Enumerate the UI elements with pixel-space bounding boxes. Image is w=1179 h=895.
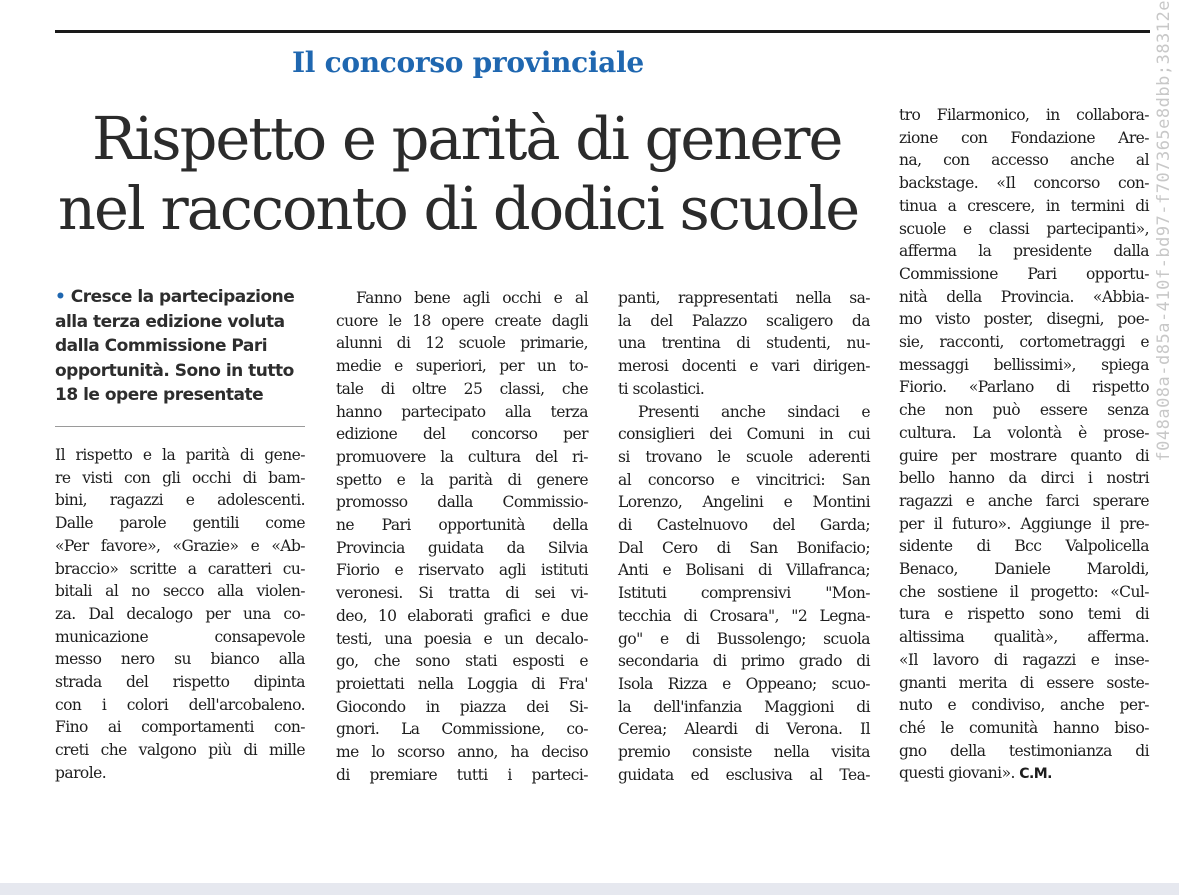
- article-line: cultura. La volontà è prose-: [899, 423, 1149, 442]
- article-line: «Per favore», «Grazie» e «Ab-: [55, 536, 305, 555]
- article-line: tecchia di Crosara", "2 Legna-: [618, 606, 870, 625]
- article-line-text: questi giovani».: [899, 764, 1015, 783]
- summary-line: dalla Commissione Pari: [55, 336, 268, 356]
- article-line: Commissione Pari opportu-: [899, 264, 1149, 283]
- top-rule: [55, 30, 1150, 33]
- article-line: con i colori dell'arcobaleno.: [55, 695, 305, 714]
- article-line: creti che valgono più di mille: [55, 741, 305, 760]
- watermark-text: f048a08a-d85a-410f-bd97-f707365e8dbb;38312e: [1154, 0, 1174, 462]
- article-line: go" e di Bussolengo; scuola: [618, 629, 870, 648]
- article-line: guire per mostrare quanto di: [899, 446, 1149, 465]
- article-line: Dalle parole gentili come: [55, 514, 305, 533]
- article-line: ché le comunità hanno biso-: [899, 718, 1149, 737]
- article-line: bitali al no secco alla violen-: [55, 582, 305, 601]
- article-line: tinua a crescere, in termini di: [899, 196, 1149, 215]
- article-line: Anti e Bolisani di Villafranca;: [618, 561, 870, 580]
- article-line: za. Dal decalogo per una co-: [55, 604, 305, 623]
- kicker: Il concorso provinciale: [292, 46, 644, 79]
- article-line: messaggi bellissimi», spiega: [899, 355, 1149, 374]
- article-line: parole.: [55, 763, 107, 782]
- article-line: me lo scorso anno, ha deciso: [336, 743, 588, 762]
- summary-line: 18 le opere presentate: [55, 385, 264, 405]
- article-line: consiglieri dei Comuni in cui: [618, 425, 870, 444]
- article-line: di premiare tutti i parteci-: [336, 765, 588, 784]
- article-line: tro Filarmonico, in collabora-: [899, 106, 1149, 124]
- article-line: tura e rispetto sono temi di: [899, 605, 1149, 624]
- article-line: Benaco, Daniele Maroldi,: [899, 560, 1149, 579]
- summary-line: alla terza edizione voluta: [55, 311, 285, 332]
- article-line: Provincia guidata da Silvia: [336, 538, 588, 557]
- article-line: backstage. «Il concorso con-: [899, 174, 1149, 193]
- article-line: «Il lavoro di ragazzi e inse-: [899, 650, 1149, 669]
- article-line: deo, 10 elaborati grafici e due: [336, 606, 588, 625]
- article-column-3: [618, 287, 870, 786]
- article-line: Cerea; Aleardi di Verona. Il: [618, 720, 870, 739]
- article-line: guidata ed esclusiva al Tea-: [618, 765, 870, 784]
- article-line: sidente di Bcc Valpolicella: [899, 537, 1149, 556]
- article-line: hanno partecipato alla terza: [336, 402, 588, 421]
- article-line: [899, 762, 1149, 786]
- article-line: spetto e la parità di genere: [336, 470, 588, 489]
- summary-text: Cresce la partecipazione: [70, 287, 295, 307]
- article-line: ne Pari opportunità della: [336, 516, 588, 535]
- author-initials: C.M.: [1019, 766, 1052, 783]
- headline: [58, 104, 888, 244]
- headline-line-1: Rispetto e parità di genere: [92, 104, 842, 173]
- summary-divider: [55, 426, 305, 427]
- article-line: Giocondo in piazza dei Si-: [336, 697, 588, 716]
- article-line: go, che sono stati esposti e: [336, 652, 588, 671]
- article-line: proiettati nella Loggia di Fra': [336, 674, 588, 693]
- article-line: edizione del concorso per: [336, 425, 588, 444]
- summary: [55, 285, 305, 408]
- article-line: scuole e classi partecipanti»,: [899, 219, 1149, 238]
- article-line: veronesi. Si tratta di sei vi-: [336, 584, 588, 603]
- article-line: mo visto poster, disegni, poe-: [899, 310, 1149, 329]
- article-line: bini, ragazzi e adolescenti.: [55, 491, 305, 510]
- article-line: per il futuro». Aggiunge il pre-: [899, 514, 1149, 533]
- article-line: al concorso e vincitrici: San: [618, 470, 870, 489]
- article-line: Il rispetto e la parità di gene-: [55, 446, 305, 464]
- watermark: [1152, 0, 1176, 650]
- bottom-band: [0, 883, 1179, 895]
- article-line: secondaria di primo grado di: [618, 652, 870, 671]
- article-line: Fino ai comportamenti con-: [55, 718, 305, 737]
- article-column-2: [336, 287, 588, 786]
- article-line: Isola Rizza e Oppeano; scuo-: [618, 674, 870, 693]
- summary-line: opportunità. Sono in tutto: [55, 360, 294, 381]
- article-line: promosso dalla Commissio-: [336, 493, 588, 512]
- article-line: na, con accesso anche al: [899, 151, 1149, 170]
- article-line: promuovere la cultura del ri-: [336, 447, 588, 466]
- article-line: nità della Provincia. «Abbia-: [899, 287, 1149, 306]
- article-line: re visti con gli occhi di bam-: [55, 468, 305, 487]
- article-line: Fiorio. «Parlano di rispetto: [899, 378, 1149, 397]
- article-line: la del Palazzo scaligero da: [618, 311, 870, 330]
- article-line: che sostiene il progetto: «Cul-: [899, 582, 1149, 601]
- article-line: premio consiste nella visita: [618, 743, 870, 762]
- article-line: cuore le 18 opere create dagli: [336, 311, 588, 330]
- article-line: Dal Cero di San Bonifacio;: [618, 538, 870, 557]
- article-column-4: [899, 104, 1149, 786]
- article-line: tale di oltre 25 classi, che: [336, 379, 588, 398]
- article-line: braccio» scritte a caratteri cu-: [55, 559, 305, 578]
- article-line: merosi docenti e vari dirigen-: [618, 357, 870, 376]
- headline-line-2: nel racconto di dodici scuole: [58, 174, 859, 243]
- article-line: che non può essere senza: [899, 401, 1149, 420]
- article-line: strada del rispetto dipinta: [55, 673, 305, 692]
- article-line: afferma la presidente dalla: [899, 242, 1149, 261]
- article-line: Presenti anche sindaci e: [638, 402, 870, 421]
- article-line: ti scolastici.: [618, 379, 705, 398]
- article-line: bello hanno da dirci i nostri: [899, 469, 1149, 488]
- article-line: gno della testimonianza di: [899, 741, 1149, 760]
- article-line: alunni di 12 scuole primarie,: [336, 334, 588, 353]
- article-line: nuto e condiviso, anche per-: [899, 696, 1149, 715]
- summary-line: [55, 285, 305, 310]
- article-line: Istituti comprensivi "Mon-: [618, 584, 870, 603]
- article-line: panti, rappresentati nella sa-: [618, 289, 870, 307]
- article-line: si trovano le scuole aderenti: [618, 447, 870, 466]
- article-line: Fanno bene agli occhi e al: [356, 289, 588, 307]
- bullet-icon: •: [55, 287, 66, 307]
- article-column-1: [55, 444, 305, 785]
- article-line: ragazzi e anche farci sperare: [899, 491, 1149, 510]
- article-line: testi, una poesia e un decalo-: [336, 629, 588, 648]
- article-line: la dell'infanzia Maggioni di: [618, 697, 870, 716]
- article-line: Lorenzo, Angelini e Montini: [618, 493, 870, 512]
- article-line: medie e superiori, per un to-: [336, 357, 588, 376]
- article-line: gnanti merita di essere soste-: [899, 673, 1149, 692]
- article-line: zione con Fondazione Are-: [899, 128, 1149, 147]
- article-line: una trentina di studenti, nu-: [618, 334, 870, 353]
- article-line: di Castelnuovo del Garda;: [618, 516, 870, 535]
- article-line: gnori. La Commissione, co-: [336, 720, 588, 739]
- article-line: altissima qualità», afferma.: [899, 628, 1149, 647]
- article-line: municazione consapevole: [55, 627, 305, 646]
- article-line: Fiorio e riservato agli istituti: [336, 561, 588, 580]
- article-line: sie, racconti, cortometraggi e: [899, 333, 1149, 352]
- article-line: messo nero su bianco alla: [55, 650, 305, 669]
